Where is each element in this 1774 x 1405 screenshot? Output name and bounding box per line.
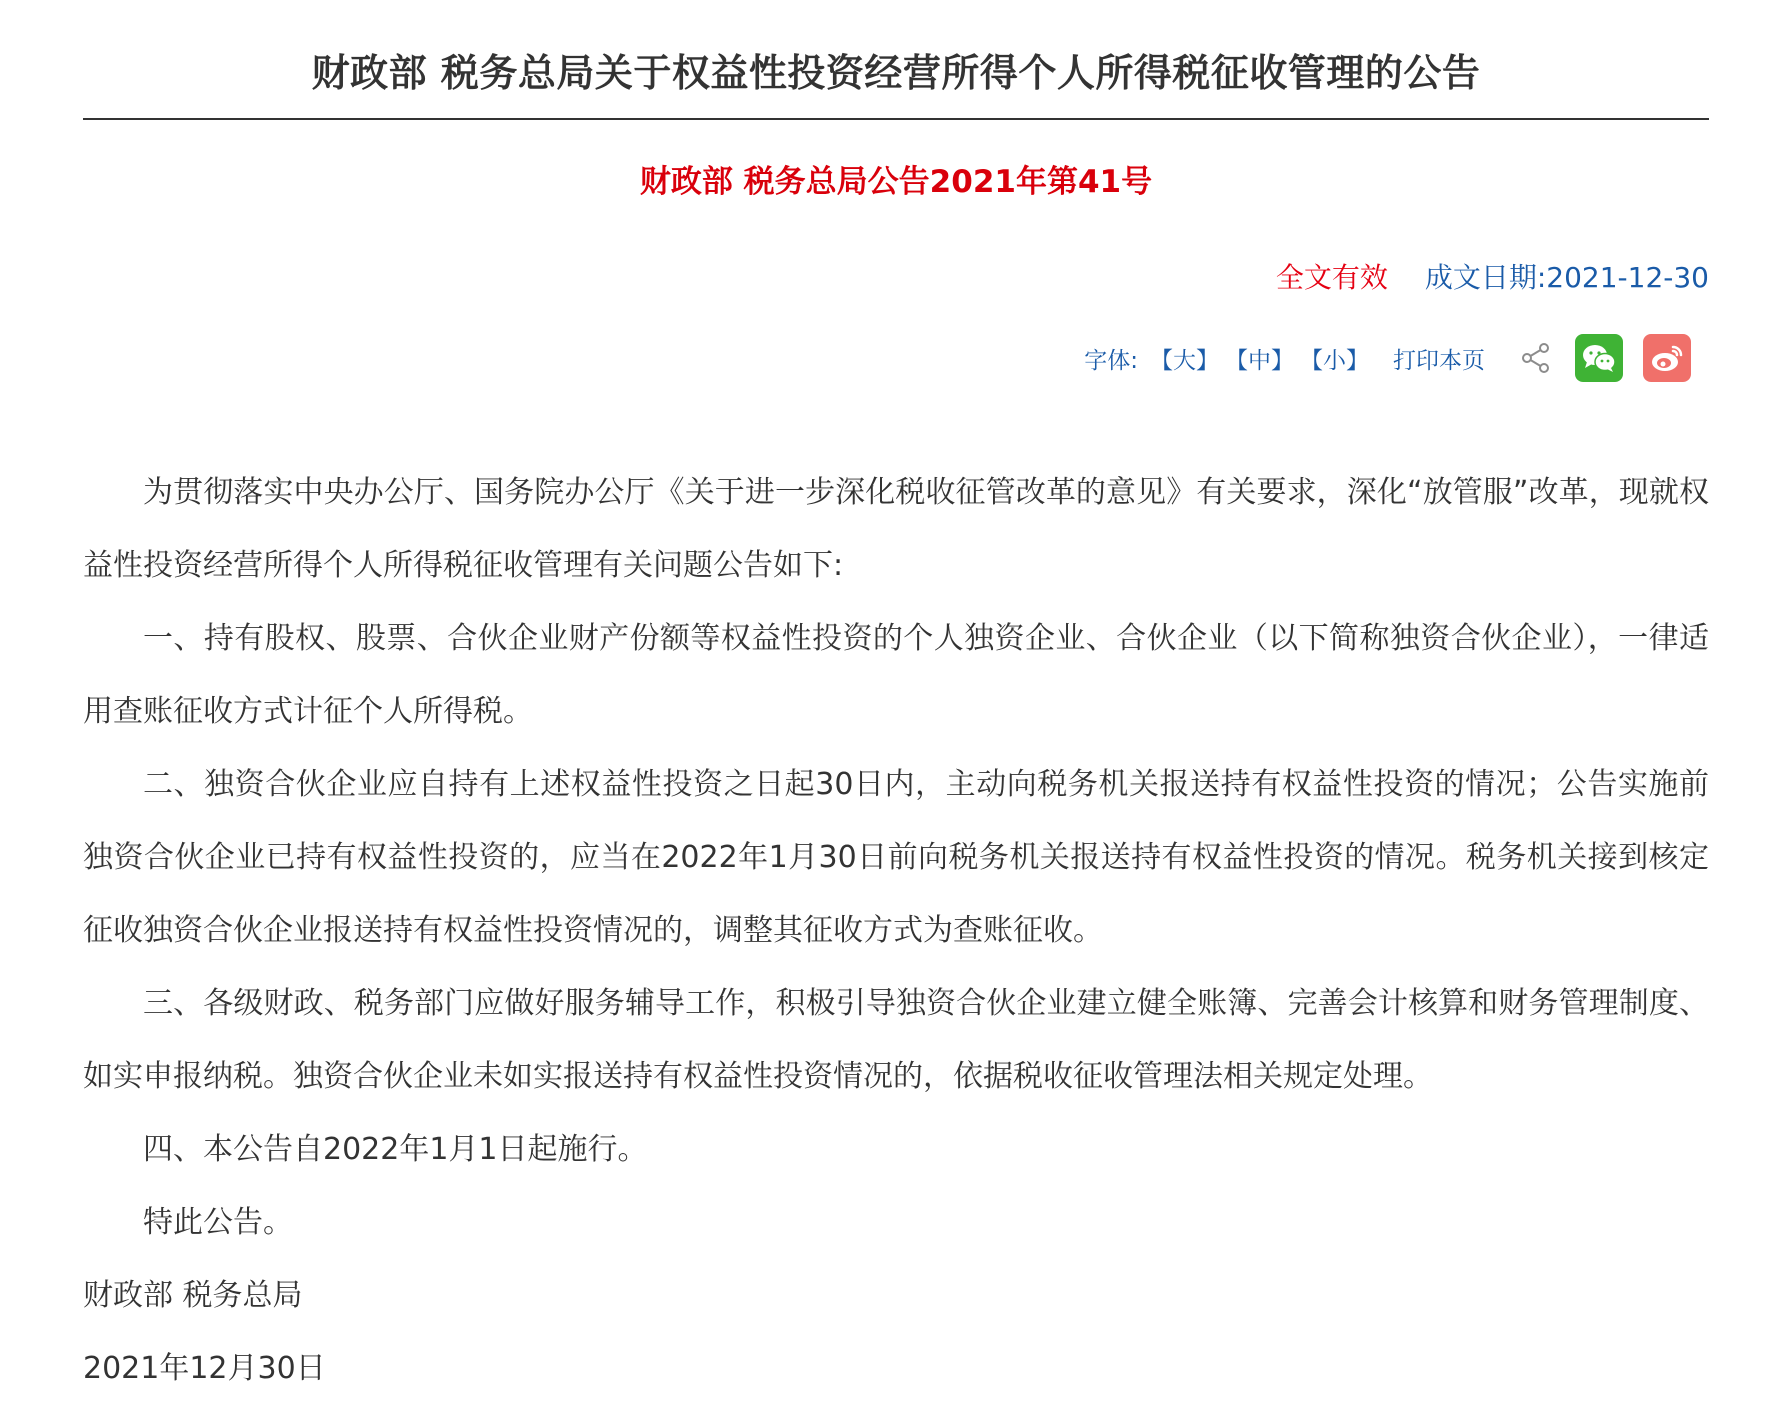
signatory: 财政部 税务总局: [83, 1278, 303, 1313]
wechat-icon: [1581, 343, 1617, 373]
font-size-medium-button[interactable]: 【中】: [1225, 347, 1294, 374]
tools-bar: [1084, 333, 1709, 383]
announcement-body: [83, 456, 1709, 1405]
print-page-link[interactable]: 打印本页: [1393, 347, 1485, 374]
font-size-large-button[interactable]: 【大】: [1150, 347, 1219, 374]
font-size-small-button[interactable]: 【小】: [1300, 347, 1369, 374]
sign-date: 2021年12月30日: [83, 1351, 326, 1386]
page-title: 财政部 税务总局关于权益性投资经营所得个人所得税征收管理的公告: [311, 51, 1481, 95]
paragraph-item-1: 一、持有股权、股票、合伙企业财产份额等权益性投资的个人独资企业、合伙企业（以下简称独资合伙企业），一律适用查账征收方式计征个人所得税。: [83, 621, 1709, 729]
meta-row: [83, 260, 1709, 296]
paragraph-closing: 特此公告。: [143, 1205, 293, 1240]
title-divider: [83, 118, 1709, 120]
weibo-share-button[interactable]: [1643, 334, 1691, 382]
document-page: [83, 0, 1709, 1386]
wechat-share-button[interactable]: [1575, 334, 1623, 382]
paragraph-item-3: 三、各级财政、税务部门应做好服务辅导工作，积极引导独资合伙企业建立健全账簿、完善会计核算和财务管理制度、如实申报纳税。独资合伙企业未如实报送持有权益性投资情况的，依据税收征收管理法相关规定处理。: [83, 986, 1709, 1094]
paragraph-item-2: 二、独资合伙企业应自持有上述权益性投资之日起30日内，主动向税务机关报送持有权益性投资的情况；公告实施前独资合伙企业已持有权益性投资的，应当在2022年1月30日前向税务机关报送持有权益性投资的情况。税务机关接到核定征收独资合伙企业报送持有权益性投资情况的，调整其征收方式为查账征收。: [83, 767, 1709, 948]
weibo-icon: [1649, 343, 1685, 373]
paragraph-item-4: 四、本公告自2022年1月1日起施行。: [143, 1132, 648, 1167]
validity-status: 全文有效: [1275, 261, 1388, 294]
font-size-label: 字体:: [1084, 347, 1138, 374]
paragraph-intro: 为贯彻落实中央办公厅、国务院办公厅《关于进一步深化税收征管改革的意见》有关要求，深化“放管服”改革，现就权益性投资经营所得个人所得税征收管理有关问题公告如下:: [83, 475, 1709, 583]
document-date: 成文日期:2021-12-30: [1424, 261, 1709, 294]
document-number: 财政部 税务总局公告2021年第41号: [639, 164, 1153, 200]
share-icon[interactable]: [1521, 342, 1551, 374]
